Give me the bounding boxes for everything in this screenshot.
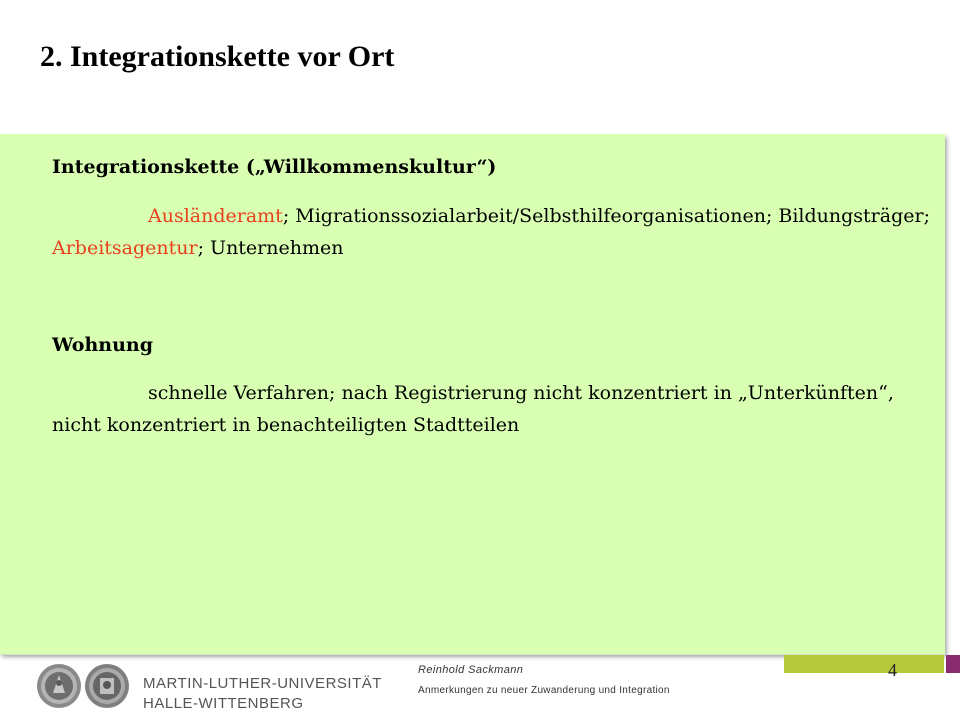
highlight-arbeitsagentur: Arbeitsagentur [52, 237, 198, 259]
footer-accent-green [784, 655, 944, 673]
university-seal-icon-2 [84, 663, 130, 709]
author-name: Reinhold Sackmann [418, 664, 524, 676]
university-name-line1: MARTIN-LUTHER-UNIVERSITÄT [143, 675, 382, 692]
slide-title: 2. Integrationskette vor Ort [40, 40, 395, 73]
text-fragment-1: ; Migrationssozialarbeit/Selbsthilfeorganisationen; Bildungsträger; [282, 205, 930, 227]
university-name-line2: HALLE-WITTENBERG [143, 695, 304, 712]
section-heading-integrationskette: Integrationskette („Willkommenskultur“) [52, 156, 497, 178]
wohnung-text: schnelle Verfahren; nach Registrierung nicht konzentriert in „Unterkünften“, nicht konzentriert in benachteiligten Stadtteilen [52, 382, 894, 436]
integrationskette-text [52, 200, 932, 264]
page-number: 4 [888, 660, 897, 680]
highlight-auslaenderamt: Ausländeramt [148, 205, 283, 227]
section-heading-wohnung: Wohnung [52, 334, 154, 356]
footer-accent-purple [946, 655, 960, 673]
university-seal-icon [36, 663, 82, 709]
content-panel [0, 134, 945, 654]
text-fragment-2: ; Unternehmen [197, 237, 344, 259]
talk-title: Anmerkungen zu neuer Zuwanderung und Integration [418, 685, 670, 696]
